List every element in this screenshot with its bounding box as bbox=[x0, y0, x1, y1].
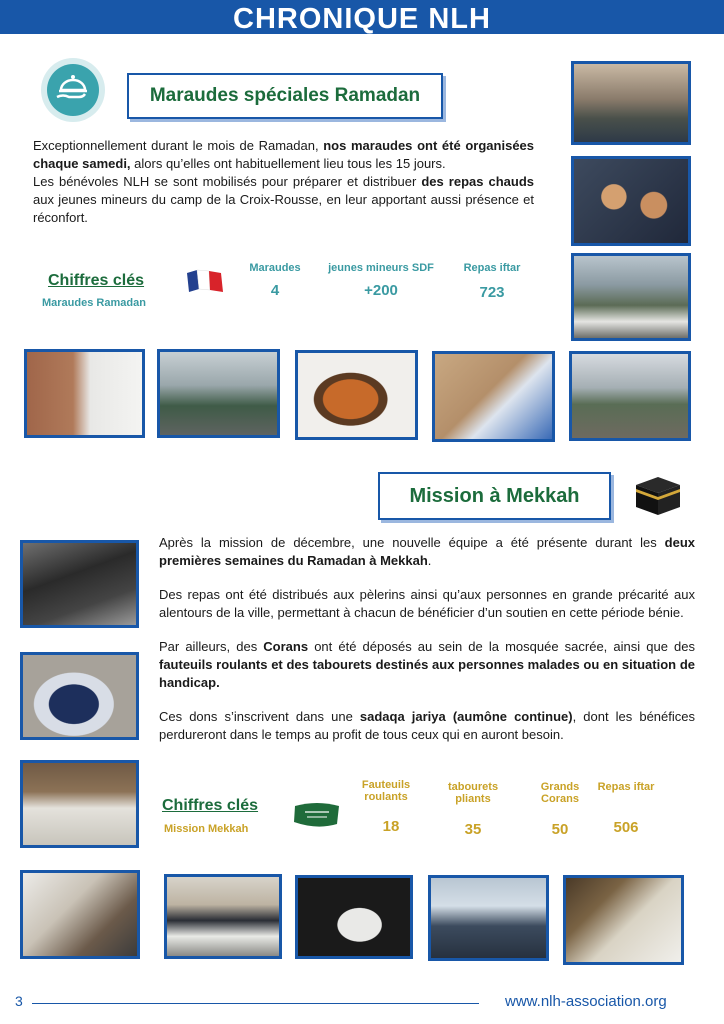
section1-title: Maraudes spéciales Ramadan bbox=[127, 73, 443, 119]
page-number: 3 bbox=[15, 993, 23, 1009]
section2-key-title: Chiffres clés bbox=[162, 797, 259, 814]
france-flag-icon bbox=[183, 267, 225, 295]
text-run: nos maraudes ont été organisées chaque samedi, bbox=[33, 138, 535, 171]
text-run: sadaqa jariya (aumône continue) bbox=[359, 709, 573, 724]
stat-value-repas-iftar: 506 bbox=[613, 819, 639, 836]
photo-food-preparation bbox=[571, 61, 691, 145]
text-run: , dont les bénéfices perdureront dans le temps au profit de tous ceux qui en auront besoin. bbox=[159, 709, 695, 742]
page-title: CHRONIQUE NLH bbox=[233, 3, 491, 35]
photo-meal-handover bbox=[20, 870, 140, 959]
text-run: Après la mission de décembre, une nouvelle équipe a été présente durant les bbox=[159, 535, 665, 550]
stat-label-corans: Grands Corans bbox=[540, 781, 580, 805]
text-run: deux premières semaines du Ramadan à Mekkah bbox=[159, 535, 695, 568]
text-run: Par ailleurs, des bbox=[159, 639, 264, 654]
photo-volunteers-distribution bbox=[571, 253, 691, 341]
photo-cooking-pot bbox=[295, 350, 418, 440]
photo-food-container bbox=[295, 875, 413, 959]
kaaba-icon bbox=[632, 473, 684, 517]
stat-value-corans: 50 bbox=[551, 821, 569, 838]
section2-key-subtitle: Mission Mekkah bbox=[164, 823, 249, 835]
photo-street-crowd bbox=[569, 351, 691, 441]
text-run: alors qu’elles ont habituellement lieu tous les 15 jours. bbox=[130, 156, 446, 171]
stat-label-mineurs: jeunes mineurs SDF bbox=[328, 262, 434, 274]
photo-volunteer-team bbox=[164, 874, 282, 959]
stat-value-mineurs: +200 bbox=[364, 282, 398, 299]
section2-para3 bbox=[159, 638, 695, 692]
section1-text bbox=[33, 137, 534, 227]
photo-dates-and-milk bbox=[24, 349, 145, 438]
section2-para2 bbox=[159, 586, 695, 622]
section2-para4 bbox=[159, 708, 695, 744]
photo-qurans bbox=[563, 875, 684, 965]
meal-hands-icon bbox=[47, 64, 99, 116]
text-run: Des repas ont été distribués aux pèlerins ainsi qu’aux personnes en grande précarité aux alentours de la ville, permettant à chacun de bénéficier d’un soutien en cette période bénie. bbox=[159, 587, 695, 620]
text-run: Corans bbox=[263, 639, 309, 654]
text-run: ont été déposés au sein de la mosquée sacrée, ainsi que des bbox=[308, 639, 695, 654]
text-run: . bbox=[427, 553, 432, 568]
section1-para1 bbox=[33, 137, 534, 173]
section1-key-subtitle: Maraudes Ramadan bbox=[42, 297, 146, 309]
stat-value-repas: 723 bbox=[479, 284, 505, 301]
stat-label-fauteuils: Fauteuils roulants bbox=[361, 779, 411, 803]
footer-divider bbox=[32, 1003, 479, 1004]
text-run: des repas chauds bbox=[421, 174, 534, 189]
stat-value-tabourets: 35 bbox=[464, 821, 482, 838]
text-run: Ces dons s’inscrivent dans une bbox=[159, 709, 360, 724]
photo-wheelchairs bbox=[20, 540, 139, 628]
section2-text bbox=[159, 534, 695, 744]
section1-para2 bbox=[33, 173, 534, 227]
photo-meal-bowls bbox=[571, 156, 691, 246]
stat-label-maraudes: Maraudes bbox=[249, 262, 301, 274]
text-run: aux jeunes mineurs du camp de la Croix-Rousse, en leur apportant aussi présence et réconfort. bbox=[33, 192, 534, 225]
section1-key-title: Chiffres clés bbox=[48, 272, 145, 289]
photo-bowls-and-flyer bbox=[432, 351, 555, 442]
photo-stool-boxes bbox=[428, 875, 549, 961]
photo-camp-tents bbox=[157, 349, 280, 438]
photo-wheelchair-donation bbox=[20, 652, 139, 740]
text-run: fauteuils roulants et des tabourets destinés aux personnes malades ou en situation de handicap. bbox=[159, 657, 695, 690]
stat-value-fauteuils: 18 bbox=[382, 818, 400, 835]
website-link[interactable]: www.nlh-association.org bbox=[505, 993, 667, 1010]
saudi-flag-icon bbox=[291, 800, 343, 828]
section2-title: Mission à Mekkah bbox=[378, 472, 611, 520]
stat-label-repas: Repas iftar bbox=[463, 262, 521, 274]
stat-label-tabourets: tabourets pliants bbox=[447, 781, 499, 805]
text-run: Exceptionnellement durant le mois de Ramadan, bbox=[33, 138, 324, 153]
stat-label-repas-iftar: Repas iftar bbox=[597, 781, 655, 793]
section2-para1 bbox=[159, 534, 695, 570]
stat-value-maraudes: 4 bbox=[270, 282, 280, 299]
photo-volunteer-vest bbox=[20, 760, 139, 848]
text-run: Les bénévoles NLH se sont mobilisés pour préparer et distribuer bbox=[33, 174, 422, 189]
